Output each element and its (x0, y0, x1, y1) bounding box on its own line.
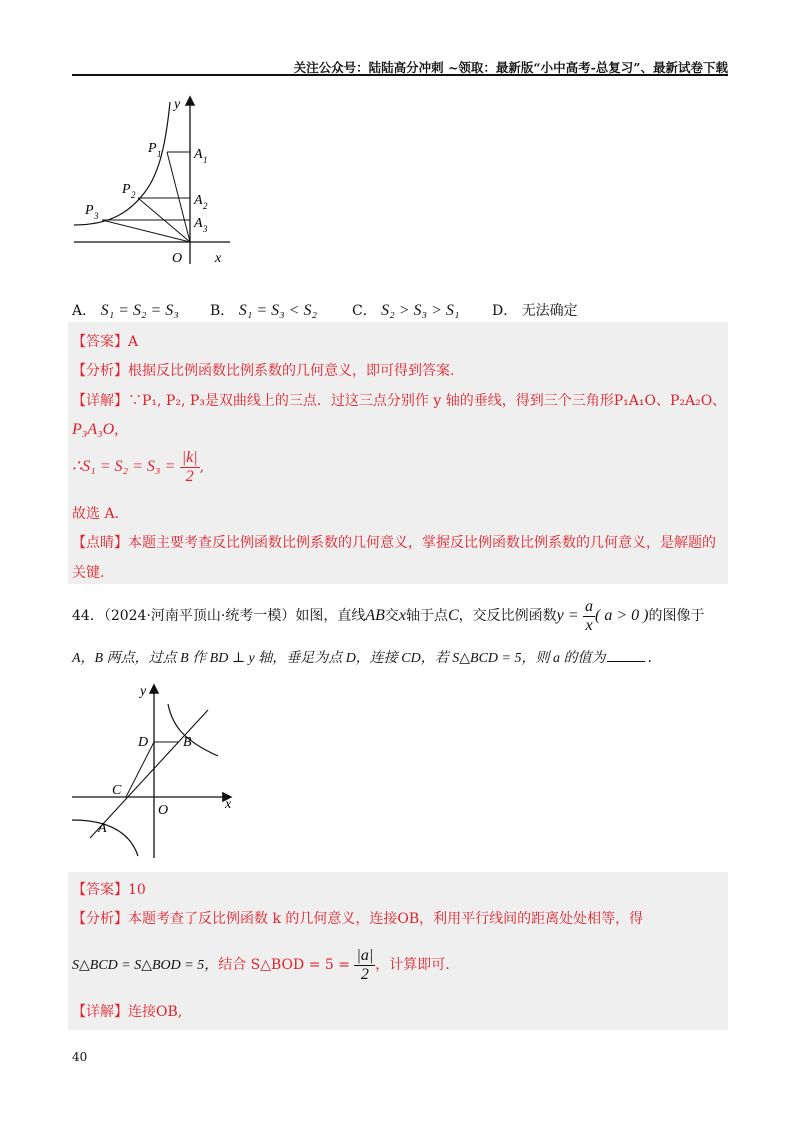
figure-hyperbola-1 (70, 92, 240, 270)
label-y: y (140, 684, 147, 699)
option-a[interactable]: A． S₁ = S₂ = S₃ (72, 302, 179, 319)
question-44-line2: A，B 两点，过点 B 作 BD ⊥ y 轴，垂足为点 D，连接 CD，若 S△BCD = 5，则 a 的值为 . (72, 650, 652, 666)
label-origin: O (172, 251, 183, 266)
answer-43: 【答案】A (72, 334, 139, 350)
detail-43-line3: ∴S₁ = S₂ = S₃ = $\frac{|k|}{2}$ , (72, 449, 205, 485)
choose-43: 故选 A. (72, 506, 120, 522)
page-number: 40 (72, 1050, 88, 1064)
label-a2: A (194, 193, 203, 208)
page-header: 关注公众号：陆陆高分冲刺 ~领取：最新版“小中高考-总复习”、最新试卷下载 (293, 60, 728, 75)
option-c[interactable]: C． S₂ > S₃ > S₁ (352, 302, 460, 319)
blank-underline[interactable] (607, 661, 645, 662)
label-p2: P (122, 182, 131, 197)
label-p1: P (148, 141, 157, 156)
question-44-line1: 44．（2024·河南平顶山·统考一模）如图，直线AB交x轴于点C，交反比例函数y = $\frac{a}{x}$ ( a > 0 )的图像于 (72, 598, 705, 634)
svg-text:3: 3 (94, 211, 99, 221)
detail-44: 【详解】连接OB, (72, 1004, 183, 1020)
label-b: B (183, 735, 192, 750)
svg-text:1: 1 (157, 149, 162, 159)
comment-43-line1: 【点睛】本题主要考查反比例函数比例系数的几何意义，掌握反比例函数比例系数的几何意义，是解题的 (72, 535, 716, 551)
figure-hyperbola-2 (68, 680, 248, 860)
label-a: A (98, 821, 107, 836)
analysis-43: 【分析】根据反比例函数比例系数的几何意义，即可得到答案. (72, 363, 455, 379)
label-origin: O (158, 803, 169, 818)
answer-44: 【答案】10 (72, 882, 146, 898)
formula-44: S△BCD = S△BOD = 5，结合 S△BOD = 5 = $\frac{|a|}{2}$ ，计算即可. (72, 947, 450, 983)
label-y: y (174, 97, 181, 112)
option-b[interactable]: B． S₁ = S₃ < S₂ (210, 302, 318, 319)
comment-43-line2: 关键. (72, 565, 105, 581)
line-ab (90, 710, 208, 838)
svg-text:1: 1 (203, 155, 208, 165)
label-d: D (138, 735, 149, 750)
option-d[interactable]: D． 无法确定 (492, 303, 578, 319)
svg-text:3: 3 (203, 224, 208, 234)
label-a1: A (194, 147, 203, 162)
label-x: x (215, 251, 222, 266)
label-x: x (225, 797, 232, 812)
label-p3: P (85, 203, 94, 218)
analysis-44: 【分析】本题考查了反比例函数 k 的几何意义，连接OB，利用平行线间的距离处处相等，得 (72, 911, 644, 927)
svg-text:2: 2 (203, 201, 208, 211)
hyperbola-branch-1 (168, 704, 218, 756)
label-c: C (112, 783, 122, 798)
detail-43-line2: P₃A₃O, (72, 421, 119, 438)
detail-43-line1: 【详解】∵P₁, P₂, P₃是双曲线上的三点．过这三点分别作 y 轴的垂线，得到三个三角形P₁A₁O、P₂A₂O、 (72, 393, 727, 409)
svg-text:2: 2 (131, 190, 136, 200)
header-rule (72, 74, 728, 76)
label-a3: A (194, 216, 203, 231)
